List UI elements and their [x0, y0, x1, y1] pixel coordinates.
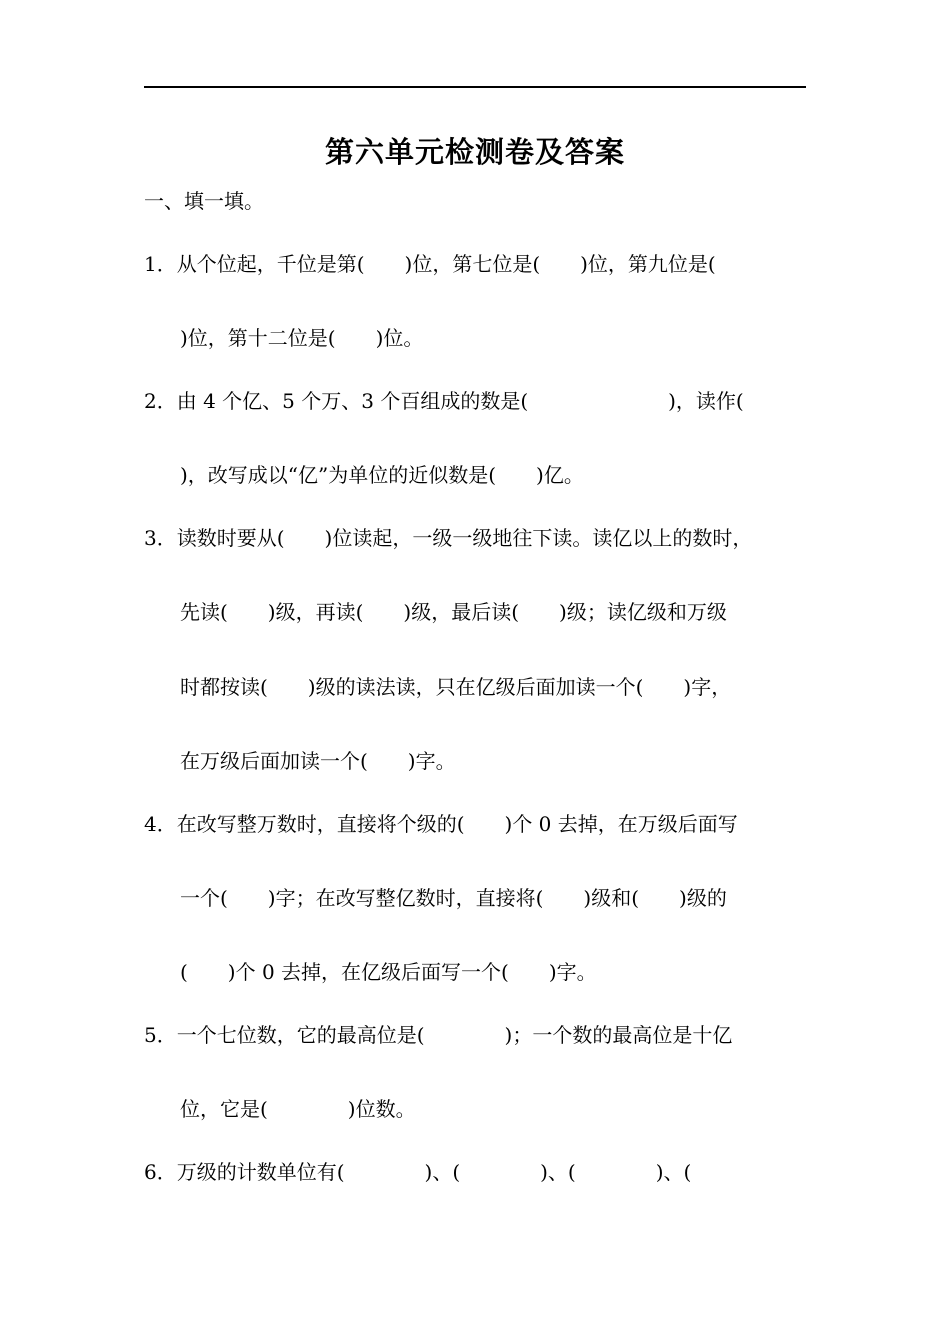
- question-3-line-2: 先读( )级，再读( )级，最后读( )级；读亿级和万级: [180, 600, 727, 624]
- question-5-line-1: 5．一个七位数，它的最高位是( )；一个数的最高位是十亿: [144, 1023, 733, 1047]
- header-rule: [144, 86, 806, 88]
- question-3-line-1: 3．读数时要从( )位读起，一级一级地往下读。读亿以上的数时，: [144, 526, 753, 550]
- question-4-line-2: 一个( )字；在改写整亿数时，直接将( )级和( )级的: [180, 886, 727, 910]
- question-3-line-3: 时都按读( )级的读法读，只在亿级后面加读一个( )字，: [180, 675, 732, 699]
- question-1-line-2: )位，第十二位是( )位。: [180, 326, 424, 350]
- section-heading: 一、填一填。: [144, 189, 264, 213]
- page-title: 第六单元检测卷及答案: [324, 135, 625, 169]
- question-1-line-1: 1．从个位起，千位是第( )位，第七位是( )位，第九位是(: [144, 252, 716, 276]
- question-6-line-1: 6．万级的计数单位有( )、( )、( )、(: [144, 1160, 692, 1184]
- question-4-line-1: 4．在改写整万数时，直接将个级的( )个 0 去掉，在万级后面写: [144, 812, 738, 836]
- question-3-line-4: 在万级后面加读一个( )字。: [180, 749, 456, 773]
- question-4-line-3: ( )个 0 去掉，在亿级后面写一个( )字。: [180, 960, 597, 984]
- question-2-line-1: 2．由 4 个亿、5 个万、3 个百组成的数是( )，读作(: [144, 389, 744, 413]
- question-5-line-2: 位，它是( )位数。: [180, 1097, 416, 1121]
- question-2-line-2: )，改写成以“亿”为单位的近似数是( )亿。: [180, 463, 584, 487]
